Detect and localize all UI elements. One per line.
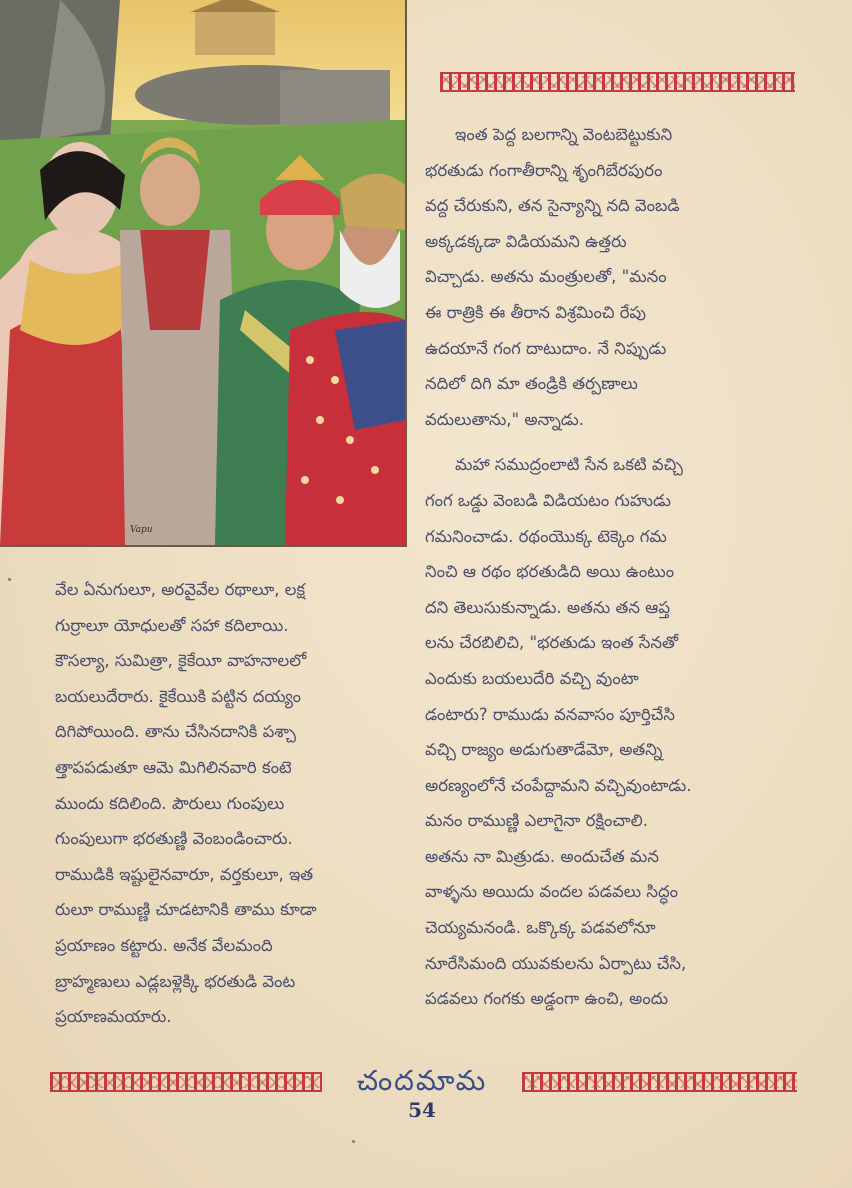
- illustration-art: [0, 0, 405, 545]
- text-line: ఇంత పెద్ద బలగాన్ని వెంటబెట్టుకుని: [455, 125, 673, 144]
- text-line: బ్రాహ్మణులు ఎడ్లబళ్లెక్కి భరతుడి వెంట: [55, 971, 296, 991]
- magazine-title: చందమామ: [356, 1064, 488, 1097]
- text-line: ఉదయానే గంగ దాటుదాం. నే నిప్పుడు: [425, 338, 667, 358]
- paper-speck: [8, 578, 11, 581]
- text-line: ప్రయాణమయారు.: [55, 1007, 172, 1027]
- right-text-column: [425, 117, 805, 1017]
- text-line: గుర్రాలూ యోధులతో సహా కదిలాయి.: [55, 615, 289, 635]
- text-line: అరణ్యంలోనే చంపేద్దామని వచ్చివుంటాడు.: [425, 775, 692, 795]
- text-line: అతను నా మిత్రుడు. అందుచేత మన: [425, 846, 659, 866]
- text-line: నూరేసిమంది యువకులను ఏర్పాటు చేసి,: [425, 953, 687, 973]
- paper-speck: [352, 1140, 355, 1143]
- text-line: వేల ఏనుగులూ, అరవైవేల రథాలూ, లక్ష: [55, 580, 306, 599]
- text-line: డంటారు? రాముడు వనవాసం పూర్తిచేసి: [425, 704, 675, 724]
- text-line: విచ్చాడు. అతను మంత్రులతో, "మనం: [425, 267, 667, 287]
- footer-ornament-left: [50, 1072, 322, 1092]
- text-line: కౌసల్యా, సుమిత్రా, కైకేయీ వాహనాలలో: [55, 651, 307, 671]
- text-line: రులూ రాముణ్ణి చూడటానికి తాము కూడా: [55, 900, 317, 920]
- text-line: చెయ్యమనండి. ఒక్కొక్క పడవలోనూ: [425, 918, 656, 938]
- text-line: బయలుదేరారు. కైకేయికి పట్టిన దయ్యం: [55, 686, 301, 706]
- artist-signature: Vapu: [130, 525, 153, 535]
- text-line: వాళ్ళను అయిదు వందల పడవలు సిద్ధం: [425, 882, 678, 902]
- story-illustration: [0, 0, 407, 547]
- text-line: నదిలో దిగి మా తండ్రికి తర్పణాలు: [425, 374, 638, 394]
- text-line: భరతుడు గంగాతీరాన్ని శృంగిబేరపురం: [425, 160, 663, 180]
- text-line: వద్ద చేరుకుని, తన సైన్యాన్ని నది వెంబడి: [425, 196, 680, 216]
- left-text-column: [55, 572, 410, 1035]
- text-line: మహా సముద్రంలాటి సేన ఒకటి వచ్చి: [455, 455, 683, 475]
- text-line: గుంపులుగా భరతుణ్ణి వెంబండించారు.: [55, 829, 293, 849]
- text-line: దని తెలుసుకున్నాడు. అతను తన ఆప్త: [425, 597, 671, 617]
- text-line: ముందు కదిలింది. పౌరులు గుంపులు: [55, 793, 285, 813]
- text-line: మనం రాముణ్ణి ఎలాగైనా రక్షించాలి.: [425, 811, 648, 831]
- text-line: రాముడికి ఇష్టులైనవారూ, వర్తకులూ, ఇత: [55, 864, 314, 884]
- text-line: ప్రయాణం కట్టారు. అనేక వేలమంది: [55, 935, 273, 955]
- text-line: గమనించాడు. రథంయొక్క టెక్కెం గమ: [425, 526, 667, 546]
- top-ornamental-border: [440, 72, 795, 92]
- text-line: వచ్చి రాజ్యం అడుగుతాడేమో, అతన్ని: [425, 740, 663, 760]
- text-line: అక్కడక్కడా విడియమని ఉత్తరు: [425, 231, 627, 251]
- footer-ornament-right: [522, 1072, 797, 1092]
- text-line: పడవలు గంగకు అడ్డంగా ఉంచి, అందు: [425, 989, 669, 1009]
- text-line: నించి ఆ రథం భరతుడిది అయి ఉంటుం: [425, 562, 675, 582]
- page-number: 54: [408, 1098, 436, 1122]
- text-line: ఎందుకు బయలుదేరి వచ్చి వుంటా: [425, 668, 639, 688]
- text-line: త్తాపపడుతూ ఆమె మిగిలినవారి కంటె: [55, 757, 292, 777]
- text-line: గంగ ఒడ్డు వెంబడి విడియటం గుహుడు: [425, 490, 671, 510]
- text-line: దిగిపోయింది. తాను చేసినదానికి పశ్చా: [55, 722, 296, 742]
- text-line: ఈ రాత్రికి ఈ తీరాన విశ్రమించి రేపు: [425, 302, 646, 322]
- text-line: వదులుతాను," అన్నాడు.: [425, 409, 584, 429]
- text-line: లను చేరబిలిచి, "భరతుడు ఇంత సేనతో: [425, 633, 679, 653]
